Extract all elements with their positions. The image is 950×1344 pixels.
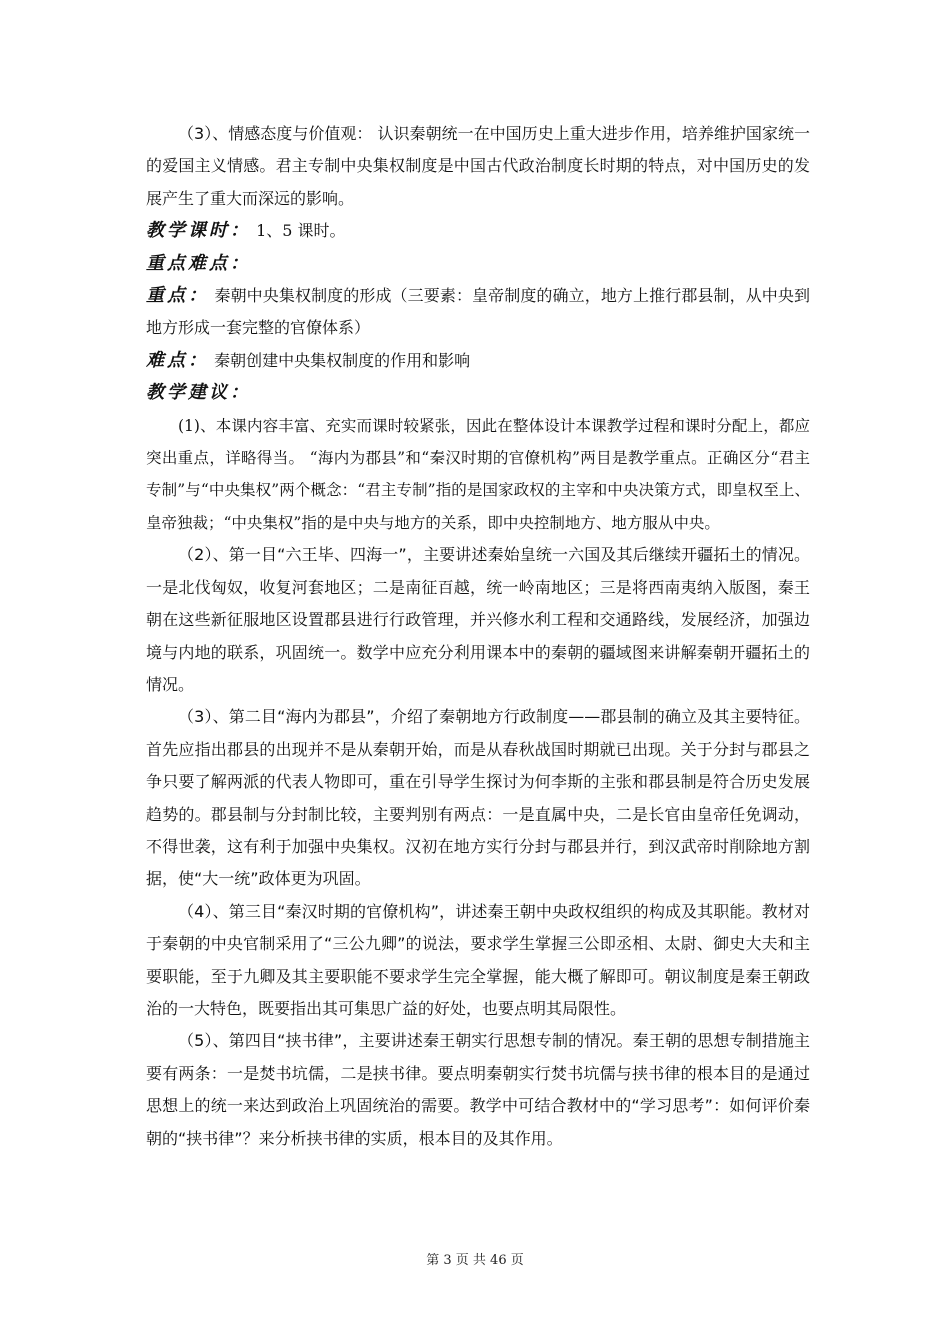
suggestion-paragraph-4: （4）、第三目“秦汉时期的官僚机构”，讲述秦王朝中央政权组织的构成及其职能。教材对于秦朝的中央官制采用了“三公九卿”的说法，要求学生掌握三公即丞相、太尉、御史大夫和主要职能，至于九卿及其主要职能不要求学生完全掌握，能大概了解即可。朝议制度是秦王朝政治的一大特色，既要指出其可集思广益的好处，也要点明其局限性。 <box>146 901 810 1018</box>
teaching-hours-heading: 教学课时： <box>146 220 251 242</box>
page-number: 第 3 页 共 46 页 <box>426 1253 524 1268</box>
suggestion-paragraph-2: （2）、第一目“六王毕、四海一”，主要讲述秦始皇统一六国及其后继续开疆拓土的情况。一是北伐匈奴，收复河套地区；二是南征百越，统一岭南地区；三是将西南夷纳入版图，秦王朝在这些新征服地区设置郡县进行行政管理，并兴修水利工程和交通路线，发展经济，加强边境与内地的联系，巩固统一。数学中应充分利用课本中的秦朝的疆域图来讲解秦朝开疆拓土的情况。 <box>146 545 810 694</box>
difficult-point-line <box>146 345 810 377</box>
suggestions-line <box>146 377 810 409</box>
keypoints-line <box>146 248 810 280</box>
document-body <box>146 118 810 1155</box>
key-point-value: 秦朝中央集权制度的形成（三要素：皇帝制度的确立，地方上推行郡县制，从中央到地方形成一套完整的官僚体系） <box>146 286 810 338</box>
suggestion-paragraph-5: （5）、第四目“挟书律”，主要讲述秦王朝实行思想专制的情况。秦王朝的思想专制措施主要有两条：一是焚书坑儒，二是挟书律。要点明秦朝实行焚书坑儒与挟书律的根本目的是通过思想上的统一来达到政治上巩固统治的需要。教学中可结合教材中的“学习思考”：如何评价秦朝的“挟书律”？来分析挟书律的实质，根本目的及其作用。 <box>146 1031 810 1148</box>
paragraph-emotion-attitude-values: （3）、情感态度与价值观： 认识秦朝统一在中国历史上重大进步作用，培养维护国家统一的爱国主义情感。君主专制中央集权制度是中国古代政治制度长时期的特点，对中国历史的发展产生了重大而深远的影响。 <box>146 124 810 208</box>
key-point-line <box>146 280 810 345</box>
teaching-hours-value: 1、5 课时。 <box>251 221 346 241</box>
difficult-point-value: 秦朝创建中央集权制度的作用和影响 <box>209 350 471 370</box>
keypoints-heading: 重点难点： <box>146 252 251 274</box>
page-footer <box>0 1249 950 1268</box>
key-point-heading: 重点： <box>146 285 210 307</box>
suggestion-paragraph-1: (1)、本课内容丰富、充实而课时较紧张，因此在整体设计本课教学过程和课时分配上，都应突出重点，详略得当。 “海内为郡县”和“秦汉时期的官僚机构”两目是教学重点。正确区分“君主专制”与“中央集权”两个概念：“君主专制”指的是国家政权的主宰和中央决策方式，即皇权至上、皇帝独裁；“中央集权”指的是中央与地方的关系，即中央控制地方、地方服从中央。 <box>146 416 810 532</box>
suggestions-heading: 教学建议： <box>146 382 251 404</box>
teaching-hours-line <box>146 215 810 247</box>
difficult-point-heading: 难点： <box>146 349 209 371</box>
suggestion-paragraph-3: （3）、第二目“海内为郡县”，介绍了秦朝地方行政制度——郡县制的确立及其主要特征。首先应指出郡县的出现并不是从秦朝开始，而是从春秋战国时期就已出现。关于分封与郡县之争只要了解两派的代表人物即可，重在引导学生探讨为何李斯的主张和郡县制是符合历史发展趋势的。郡县制与分封制比较，主要判别有两点：一是直属中央，二是长官由皇帝任免调动，不得世袭，这有利于加强中央集权。汉初在地方实行分封与郡县并行，到汉武帝时削除地方割据，使“大一统”政体更为巩固。 <box>146 707 810 889</box>
